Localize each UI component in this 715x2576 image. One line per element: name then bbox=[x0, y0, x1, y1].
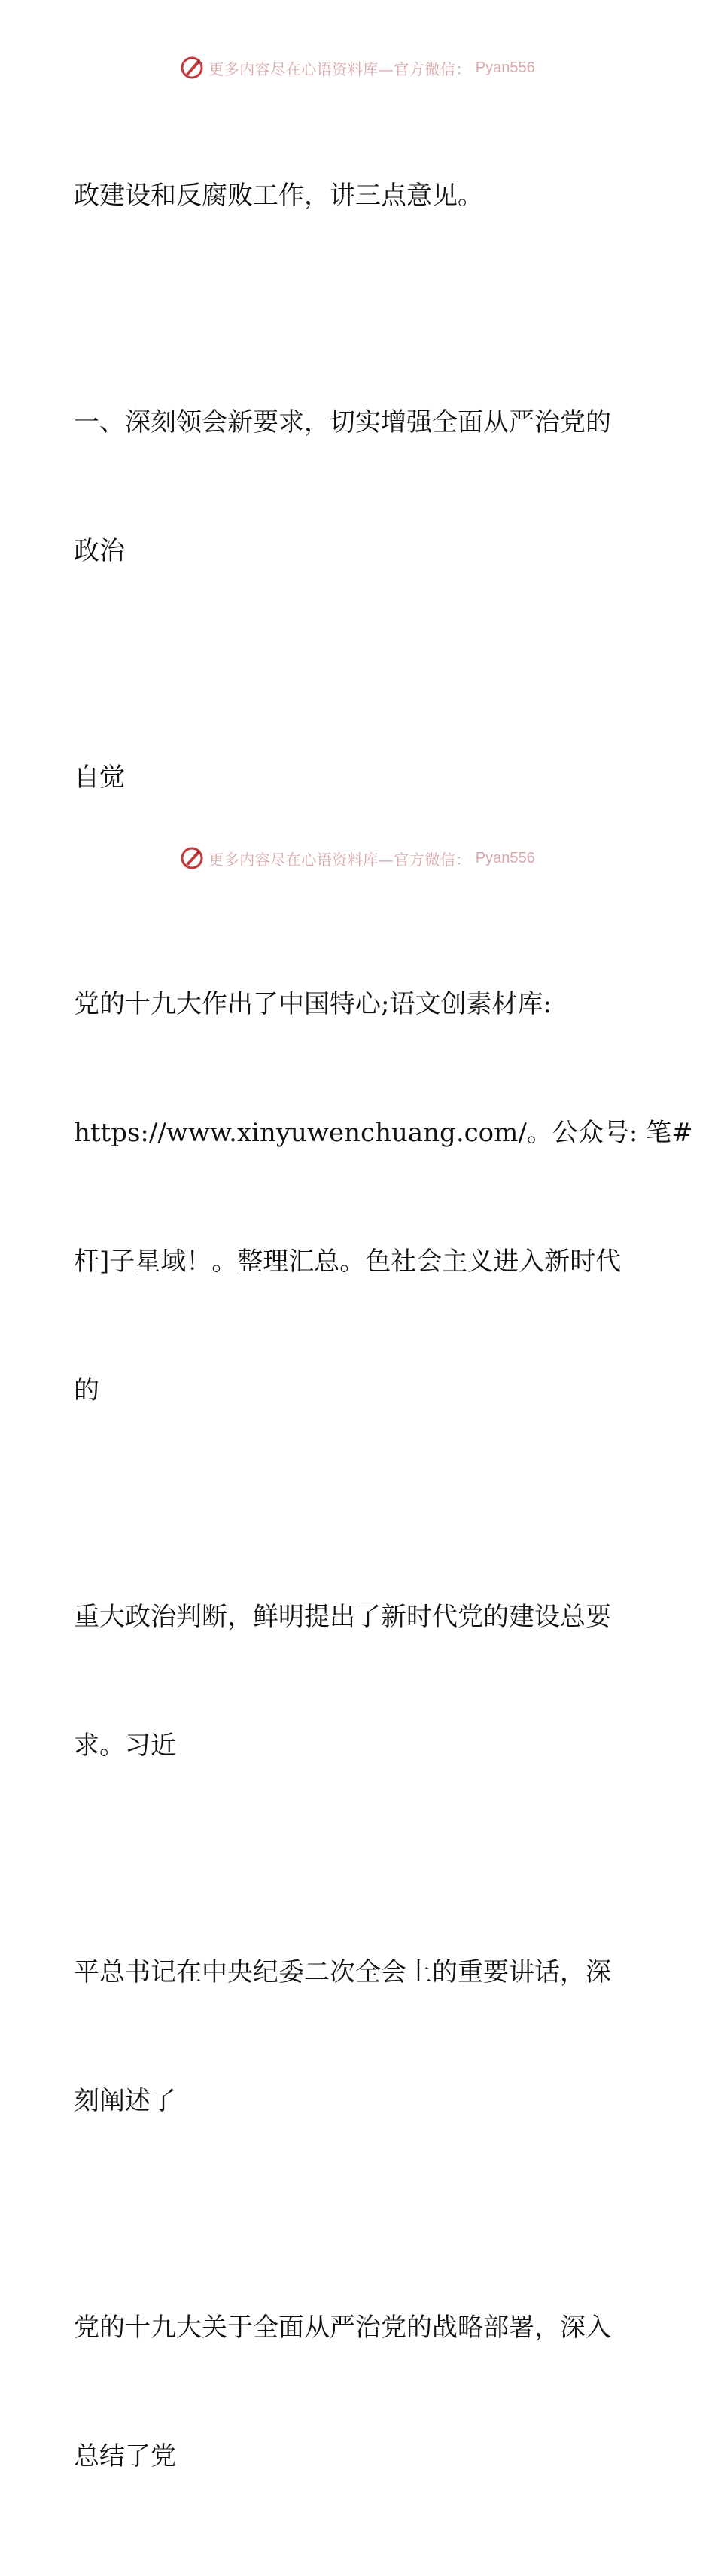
quill-logo-icon bbox=[180, 846, 204, 870]
text-line: 杆]子星域！。整理汇总。色社会主义进入新时代 bbox=[74, 1247, 622, 1277]
text-line: 自觉 bbox=[74, 763, 125, 793]
paragraph-6 bbox=[74, 1865, 631, 2209]
text-line: 的 bbox=[74, 1375, 99, 1405]
text-line: 总结了党 bbox=[74, 2441, 176, 2471]
text-line: 党的十九大关于全面从严治党的战略部署，深入 bbox=[74, 2313, 611, 2343]
text-line: 刻阐述了 bbox=[74, 2086, 176, 2116]
text-line: 求。习近 bbox=[74, 1731, 176, 1761]
watermark-brand-text: 更多内容尽在心语资料库—官方微信： bbox=[208, 850, 471, 869]
quill-logo-icon bbox=[180, 56, 204, 80]
paragraph-5 bbox=[74, 1510, 631, 1853]
paragraph-2 bbox=[74, 315, 631, 659]
text-line: 一、深刻领会新要求，切实增强全面从严治党的 bbox=[74, 407, 611, 437]
text-line: 政建设和反腐败工作，讲三点意见。 bbox=[74, 181, 483, 211]
paragraph-7 bbox=[74, 2221, 631, 2564]
watermark-account-text: Pyan556 bbox=[475, 59, 535, 76]
text-line: 政治 bbox=[74, 536, 125, 566]
header-watermark bbox=[0, 53, 715, 83]
text-line: 平总书记在中央纪委二次全会上的重要讲话，深 bbox=[74, 1957, 611, 1987]
watermark-account-text: Pyan556 bbox=[475, 849, 535, 866]
text-line: 党的十九大作出了中国特心;语文创素材库: bbox=[74, 989, 552, 1019]
paragraph-1 bbox=[74, 89, 631, 303]
document-body bbox=[74, 89, 693, 2576]
text-line: https://www.xinyuwenchuang.com/。公众号: 笔# bbox=[74, 1118, 693, 1148]
text-line: 重大政治判断，鲜明提出了新时代党的建设总要 bbox=[74, 1602, 611, 1632]
paragraph-4 bbox=[74, 897, 693, 1498]
watermark-brand-text: 更多内容尽在心语资料库—官方微信： bbox=[208, 59, 471, 78]
footer-watermark bbox=[0, 843, 715, 873]
